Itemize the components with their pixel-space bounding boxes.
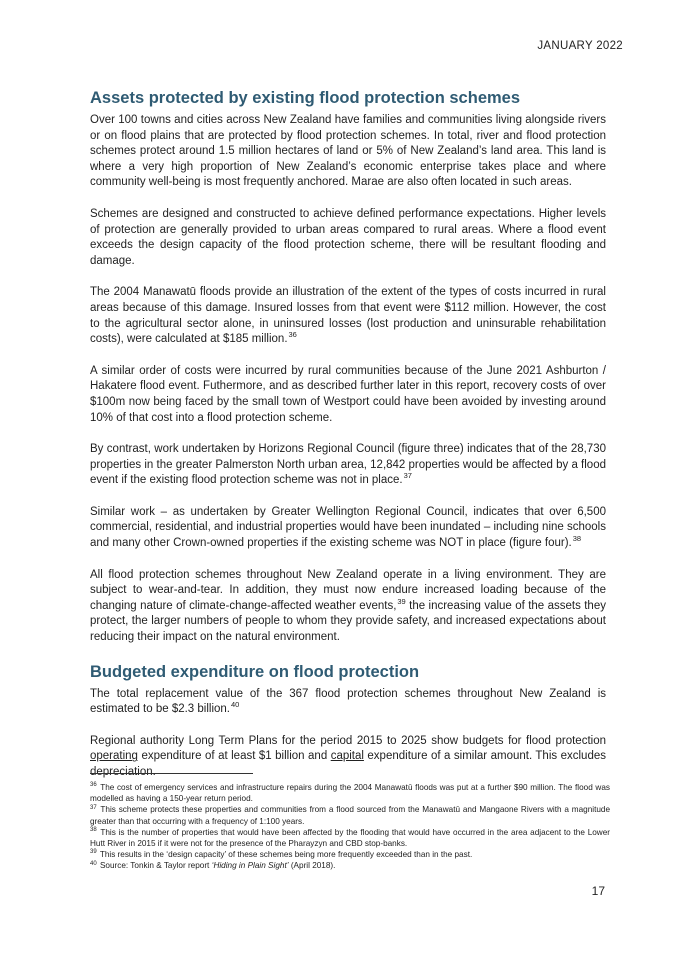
paragraph-text: By contrast, work undertaken by Horizons Regional Council (figure three) indicates that of the 28,730 properties in the greater Palmerston North urban area, 12,842 properties would be affected by a flood event if the existing flood protection scheme was not in place. [90,443,606,487]
page-number: 17 [591,884,605,898]
footnote-number: 37 [90,804,97,811]
footnote-number: 39 [90,849,97,856]
footnote-text: The cost of emergency services and infrastructure repairs during the 2004 Manawatū floods was put at a further $90 million. The flood was modelled as having a 150-year return period. [90,783,610,804]
footnote-number: 40 [90,860,97,867]
footnote-text: (April 2018). [288,861,336,871]
underlined-term-capital: capital [330,750,364,763]
footnote-ref[interactable]: 37 [403,471,412,481]
footnote-number: 36 [90,782,97,789]
footnote-ref[interactable]: 36 [288,330,297,340]
footnote-ref[interactable]: 38 [572,534,582,544]
footnote-text: This scheme protects these properties and communities from a flood sourced from the Manawatū and Mangaone Rivers with a magnitude greater than that occurring with a frequency of 1:100 years. [90,805,610,826]
paragraph [90,442,606,489]
paragraph [90,568,606,646]
footnote-39 [90,849,610,860]
paragraph-text: All flood protection schemes throughout New Zealand operate in a living environment. They are subject to wear-and-tear. In addition, they must now endure increased loading because of the changing nature of climate-change-affected weather events, [90,568,606,612]
footnotes [90,782,610,872]
footnote-divider [90,773,253,774]
footnote-ref[interactable]: 39 [397,597,406,607]
paragraph [90,505,606,552]
header-date: JANUARY 2022 [537,40,623,52]
footnote-ref[interactable]: 40 [231,700,240,710]
paragraph-text: expenditure of a similar amount. This excludes depreciation. [90,750,606,778]
footnote-text: This is the number of properties that would have been affected by the flooding that would have occurred in the area adjacent to the Lower Hutt River in 2015 if it were not for the presence of the Pharayzyn and CBD stop-banks. [90,827,610,849]
footnote-40 [90,860,610,871]
footnote-text: This results in the ‘design capacity’ of these schemes being more frequently exceeded than in the past. [97,850,473,860]
underlined-term-operating: operating [90,750,138,763]
footnote-number: 38 [90,827,97,834]
paragraph-text: The total replacement value of the 367 flood protection schemes throughout New Zealand is estimated to be $2.3 billion. [90,687,606,716]
report-title: ‘Hiding in Plain Sight’ [211,861,289,871]
paragraph-text: The 2004 Manawatū floods provide an illustration of the extent of the types of costs incurred in rural areas because of this damage. Insured losses from that event were $112 million. However, the cost to the agricultural sector alone, in uninsured losses (lost production and uninsurable rehabilitation costs), were calculated at $185 million. [90,286,606,346]
paragraph: A similar order of costs were incurred by rural communities because of the June 2021 Ashburton / Hakatere flood event. Futhermore, and as described further later in this report, recovery costs of over $100m now being faced by the small town of Westport could have been avoided by investing around 10% of that cost into a flood protection scheme. [90,364,606,424]
paragraph [90,285,606,347]
paragraph-text: Regional authority Long Term Plans for the period 2015 to 2025 show budgets for flood protection [90,734,606,747]
footnote-38 [90,827,610,849]
paragraph-text: the increasing value of the assets they protect, the larger numbers of people to whom they provide safety, and increased expectations about reducing their impact on the natural environment. [90,599,606,644]
footnote-37 [90,804,610,826]
footnote-text: Source: Tonkin & Taylor report [97,861,212,871]
section-heading-budget: Budgeted expenditure on flood protection [90,662,420,681]
section-heading-assets: Assets protected by existing flood protection schemes [90,89,521,107]
paragraph-text: expenditure of at least $1 billion and [137,750,331,763]
paragraph: Over 100 towns and cities across New Zealand have families and communities living alongside rivers or on flood plains that are protected by flood protection schemes. In total, river and flood protection schemes protect around 1.5 million hectares of land or 5% of New Zealand’s land area. This land is where a very high proportion of New Zealand’s economic enterprise takes place and where community well-being is most frequently anchored. Marae are also often located in such areas. [90,114,606,189]
paragraph-text: Similar work – as undertaken by Greater Wellington Regional Council, indicates that over 6,500 commercial, residential, and industrial properties would have been inundated – including nine schools and many other Crown-owned properties if the existing scheme was NOT in place (figure four). [90,505,606,550]
paragraph: Schemes are designed and constructed to achieve defined performance expectations. Higher levels of protection are generally provided to urban areas compared to rural areas. Where a flood event exceeds the design capacity of the flood protection scheme, there will be resultant flooding and damage. [90,207,606,267]
main-content [90,88,606,797]
footnote-36 [90,782,610,804]
paragraph [90,687,606,718]
